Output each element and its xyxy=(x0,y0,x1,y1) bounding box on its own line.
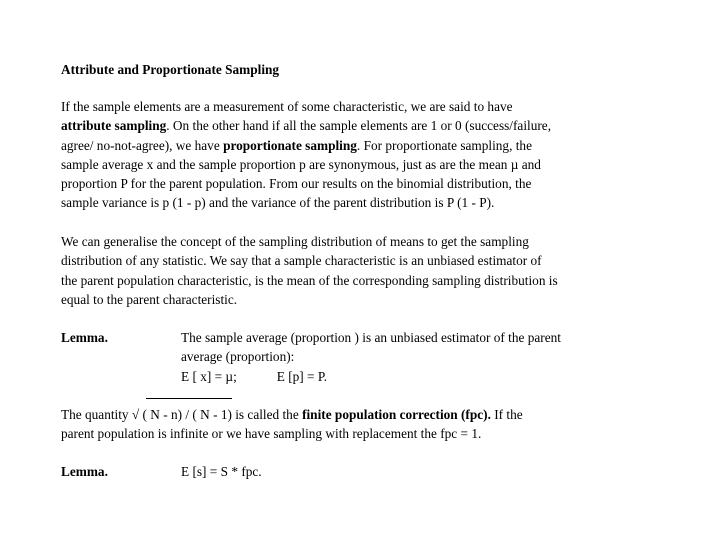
p3-rest: If the xyxy=(490,407,523,422)
p2-line-3: the parent population characteristic, is the mean of the corresponding sampling distribution is xyxy=(61,272,558,288)
sqrt-overbar xyxy=(146,398,232,399)
p2-line-1: We can generalise the concept of the sampling distribution of means to get the sampling xyxy=(61,234,529,249)
lemma-1-equation-mean: E [ x] = µ; xyxy=(181,368,237,384)
paragraph-unbiased-estimator xyxy=(61,232,666,309)
p2-line-4: equal to the parent characteristic. xyxy=(61,291,238,307)
p3-mid: is called the xyxy=(231,407,303,422)
sqrt-expression xyxy=(132,405,232,424)
lemma-2-body: E [s] = S * fpc. xyxy=(181,464,262,479)
p3-pre: The quantity xyxy=(61,407,132,422)
paragraph-fpc xyxy=(61,405,666,444)
p1-line-2-rest: . On the other hand if all the sample elements are 1 or 0 (success/failure, xyxy=(166,118,552,134)
lemma-1-line-1: The sample average (proportion ) is an unbiased estimator of the parent xyxy=(181,330,561,345)
p1-line-3 xyxy=(61,136,666,155)
lemma-1-body xyxy=(181,328,561,386)
p2-line-2: distribution of any statistic. We say that a sample characteristic is an unbiased estimator of xyxy=(61,253,542,269)
lemma-1-equation-proportion: E [p] = P. xyxy=(276,368,328,384)
lemma-1-label: Lemma. xyxy=(61,330,108,345)
p1-line-1: If the sample elements are a measurement of some characteristic, we are said to have xyxy=(61,99,513,114)
p1-line-6: sample variance is p (1 - p) and the variance of the parent distribution is P (1 - P). xyxy=(61,195,495,211)
term-attribute-sampling: attribute sampling xyxy=(61,118,167,134)
lemma-1-equations xyxy=(181,367,561,386)
sqrt-symbol: √ xyxy=(131,407,140,422)
term-proportionate-sampling: proportionate sampling xyxy=(223,137,357,153)
p1-line-3-rest: . For proportionate sampling, the xyxy=(356,137,532,153)
p1-line-2 xyxy=(61,116,666,135)
term-fpc: finite population correction (fpc). xyxy=(302,407,491,422)
p3-line-2: parent population is infinite or we have sampling with replacement the fpc = 1. xyxy=(61,426,482,442)
paragraph-attribute-sampling xyxy=(61,97,666,213)
lemma-1-line-2: average (proportion): xyxy=(181,349,295,365)
sqrt-radicand: ( N - n) / ( N - 1) xyxy=(142,407,232,422)
p1-line-5: proportion P for the parent population. From our results on the binomial distribution, the xyxy=(61,176,532,192)
p1-line-3-pre: agree/ no-not-agree), we have xyxy=(61,137,224,153)
p3-line-1 xyxy=(61,405,666,424)
p1-line-4: sample average x and the sample proportion p are synonymous, just as are the mean µ and xyxy=(61,156,541,172)
lemma-2-label: Lemma. xyxy=(61,464,108,479)
section-title: Attribute and Proportionate Sampling xyxy=(61,62,280,77)
